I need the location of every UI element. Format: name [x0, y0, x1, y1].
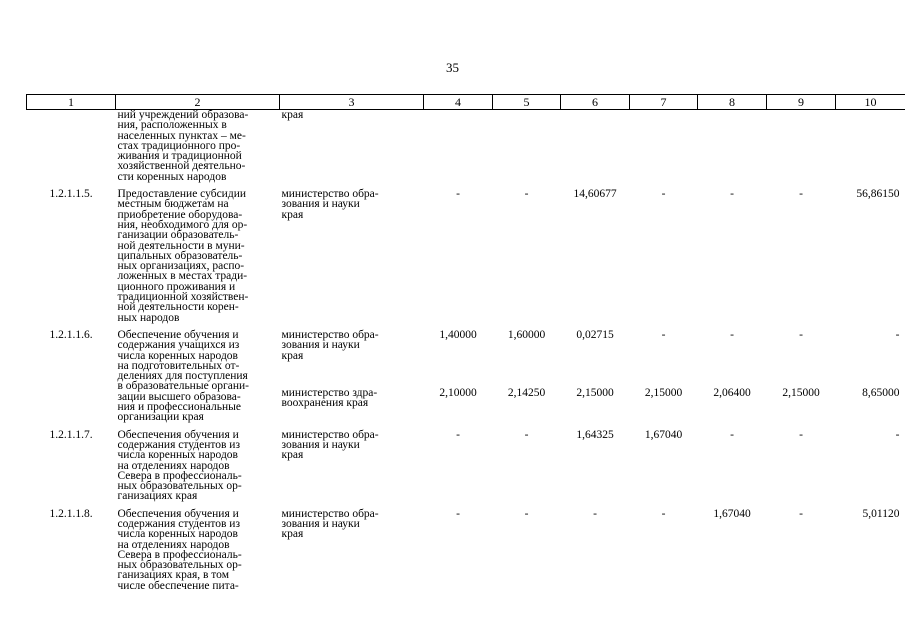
value-cell: - [524, 188, 529, 201]
value-cell: 14,60677 [573, 188, 617, 201]
row-executor: министерство обра- зования и науки края [281, 328, 379, 362]
value-cell [767, 110, 836, 183]
value-cell: - [456, 507, 460, 520]
column-header: 4 [424, 95, 493, 110]
column-header: 8 [698, 95, 767, 110]
value-cell [561, 110, 630, 183]
value-cell [493, 110, 561, 183]
value-cell: - [895, 428, 900, 441]
program-table [26, 94, 905, 591]
value-cell: 2,15000 [576, 386, 614, 399]
value-cell: 2,10000 [439, 386, 477, 399]
value-cell: - [456, 188, 460, 201]
row-code: 1.2.1.1.8. [49, 507, 93, 520]
value-cell: 0,02715 [576, 328, 614, 341]
row-code: 1.2.1.1.5. [49, 188, 93, 201]
value-cell: - [661, 328, 666, 341]
row-executor: края [281, 109, 304, 121]
value-cell: 56,86150 [856, 188, 900, 201]
table-row [27, 502, 905, 591]
value-cell: - [895, 328, 900, 341]
value-cell: - [799, 188, 803, 201]
value-cell: 2,06400 [713, 386, 751, 399]
value-cell: - [456, 428, 460, 441]
row-executor: министерство обра- зования и науки края [281, 188, 379, 221]
value-cell: 2,14250 [507, 386, 546, 399]
value-cell: - [661, 507, 666, 520]
column-header: 7 [630, 95, 698, 110]
value-cell: 1,64325 [576, 428, 614, 441]
table-row [27, 110, 905, 183]
table-row [27, 423, 905, 502]
value-cell: - [799, 507, 803, 520]
value-cell: - [524, 507, 529, 520]
row-name: Обеспечение обучения и содержания учащихся из числа коренных народов на подготовительных от- делениях для поступления в образовательные органи- зации высшего образова- ния и профессиональные организации края [117, 328, 250, 424]
row-code: 1.2.1.1.6. [49, 328, 93, 341]
value-cell: - [524, 428, 529, 441]
row-executor: министерство здра- воохранения края [281, 386, 378, 409]
value-cell: - [730, 428, 734, 441]
column-header: 6 [561, 95, 630, 110]
column-header: 1 [27, 95, 116, 110]
value-cell [630, 110, 698, 183]
row-name: Обеспечения обучения и содержания студентов из числа коренных народов на отделениях народов Севера в профессиональ- ных образовательных ор- ганизациях края, в том числе обеспечение пита- [117, 507, 242, 592]
table-header-row [27, 95, 905, 110]
value-cell: - [730, 188, 734, 201]
table-row [27, 323, 905, 382]
value-cell: 2,15000 [644, 386, 683, 399]
value-cell: - [799, 428, 803, 441]
column-header: 5 [493, 95, 561, 110]
value-cell: - [799, 328, 803, 341]
row-executor: министерство обра- зования и науки края [281, 428, 379, 462]
table-row [27, 182, 905, 323]
value-cell [836, 110, 905, 183]
column-header: 10 [836, 95, 905, 110]
value-cell: 5,01120 [862, 507, 900, 520]
value-cell: 1,40000 [439, 328, 477, 341]
page-number: 35 [446, 60, 459, 75]
value-cell: 2,15000 [782, 386, 820, 399]
value-cell [698, 110, 767, 183]
value-cell: 1,67040 [713, 507, 751, 520]
row-name: Обеспечения обучения и содержания студентов из числа коренных народов на отделениях народов Севера в профессиональ- ных образовательных ор- ганизациях края [117, 428, 242, 503]
column-header: 9 [767, 95, 836, 110]
column-header: 2 [116, 95, 280, 110]
value-cell: - [593, 507, 597, 520]
value-cell: 1,60000 [507, 328, 546, 341]
row-name: ний учреждений образова- ния, расположенных в населенных пунктах – ме- стах традиционного про- живания и традиционной хозяйственной деятельно- сти коренных народов [117, 109, 249, 183]
row-executor: министерство обра- зования и науки края [281, 507, 379, 541]
value-cell: 8,65000 [862, 386, 900, 399]
value-cell: - [661, 188, 666, 201]
column-header: 3 [280, 95, 424, 110]
value-cell: 1,67040 [644, 428, 683, 441]
row-code [27, 110, 116, 183]
value-cell: - [730, 328, 734, 341]
row-name: Предоставление субсидии местным бюджетам на приобретение оборудова- ния, необходимого для ор- ганизации образователь- ной деятельности в муни- ципальных образователь- ных организациях, распо- ложенных в местах тради- ционного проживания и традиционной хозяйствен- ной деятельности корен- ных народов [117, 188, 249, 324]
value-cell [424, 110, 493, 183]
row-code: 1.2.1.1.7. [49, 428, 93, 441]
